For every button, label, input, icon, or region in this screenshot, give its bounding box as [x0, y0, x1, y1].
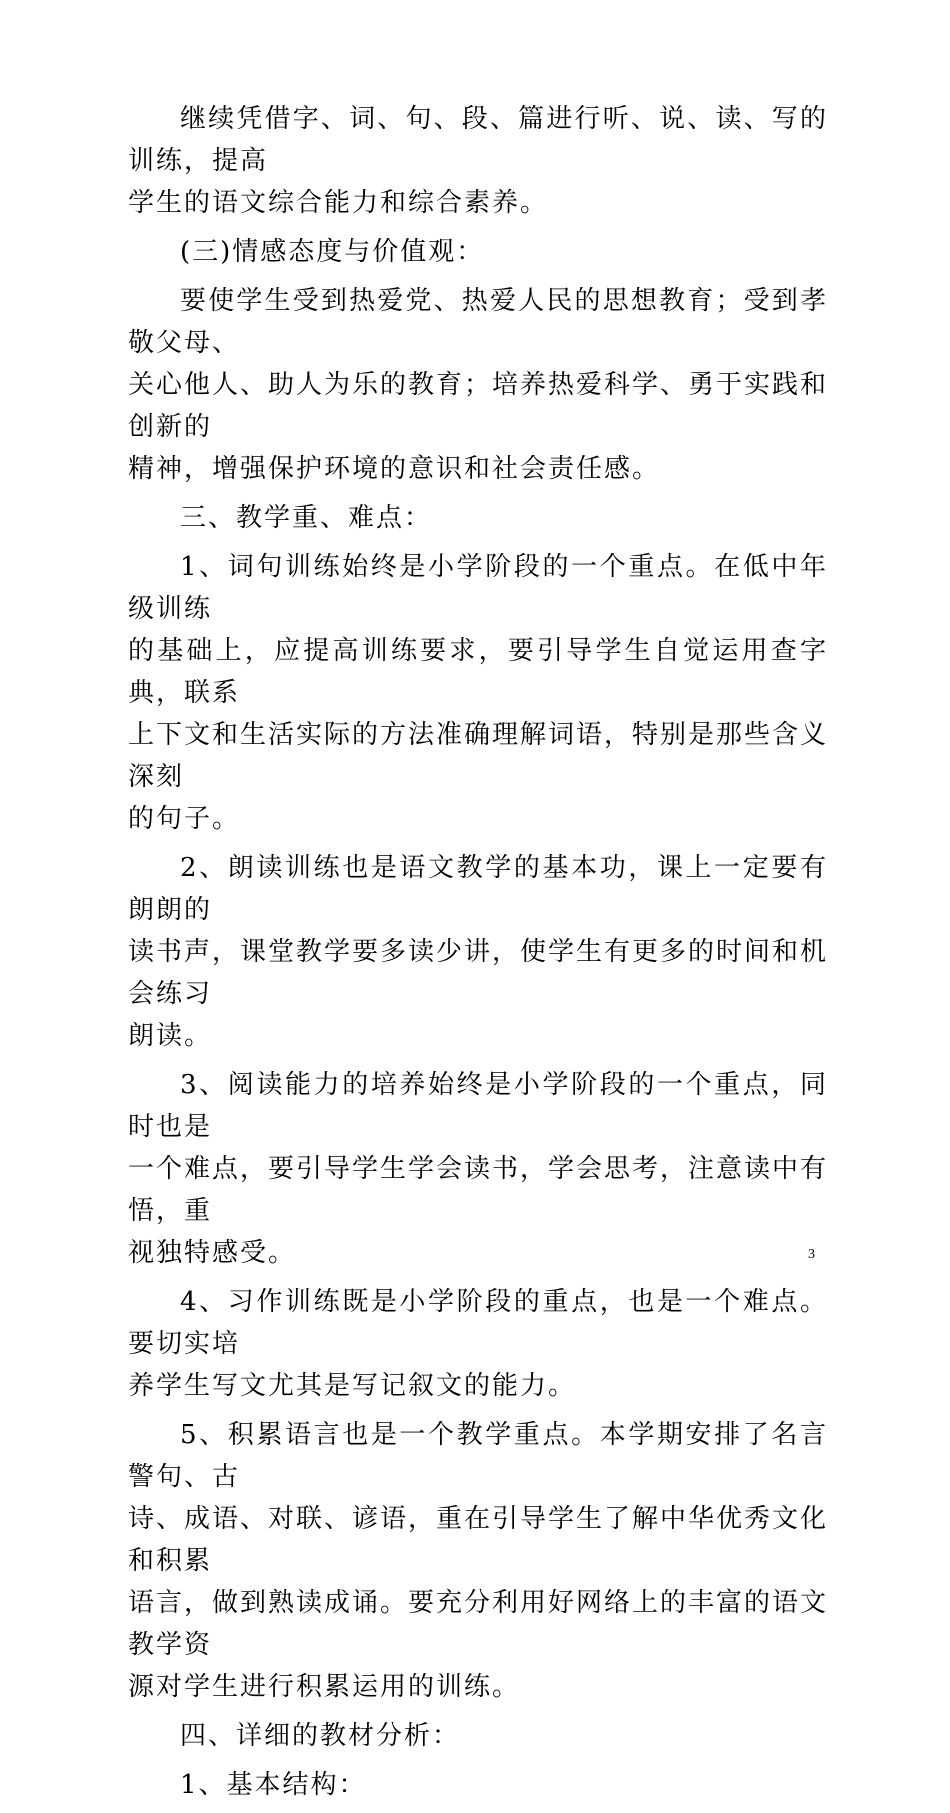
text-line: 5、积累语言也是一个教学重点。本学期安排了名言警句、古: [128, 1420, 828, 1492]
subheading-basic-structure: [128, 1764, 828, 1806]
text-line: 源对学生进行积累运用的训练。: [128, 1672, 521, 1702]
text-line: 1、基本结构：: [180, 1770, 367, 1800]
text-line: 2、朗读训练也是语文教学的基本功，课上一定要有朗朗的: [128, 853, 828, 925]
text-line: 朗读。: [128, 1021, 213, 1051]
section-heading-key-points: [128, 497, 828, 539]
text-line: 上下文和生活实际的方法准确理解词语，特别是那些含义深刻: [128, 720, 829, 792]
text-line: 继续凭借字、词、句、段、篇进行听、说、读、写的训练，提高: [128, 104, 828, 176]
text-line: 学生的语文综合能力和综合素养。: [128, 188, 549, 218]
page-number: 3: [808, 1247, 815, 1262]
paragraph-point-1: [128, 546, 828, 840]
text-line: 4、习作训练既是小学阶段的重点，也是一个难点。要切实培: [128, 1287, 828, 1359]
text-line: 的句子。: [128, 804, 241, 834]
text-line: 要使学生受到热爱党、热爱人民的思想教育；受到孝敬父母、: [128, 286, 828, 358]
text-line: 3、阅读能力的培养始终是小学阶段的一个重点，同时也是: [128, 1070, 828, 1142]
text-line: 读书声，课堂教学要多读少讲，使学生有更多的时间和机会练习: [128, 937, 829, 1009]
text-line: 养学生写文尤其是写记叙文的能力。: [128, 1371, 577, 1401]
paragraph-point-3: [128, 1064, 828, 1274]
text-line: (三)情感态度与价值观：: [180, 237, 485, 267]
text-line: 精神，增强保护环境的意识和社会责任感。: [128, 454, 661, 484]
text-line: 视独特感受。: [128, 1238, 297, 1268]
paragraph-point-2: [128, 847, 828, 1057]
text-line: 三、教学重、难点：: [180, 503, 433, 533]
section-heading-emotion-values: [128, 231, 828, 273]
paragraph-point-5: [128, 1414, 828, 1708]
paragraph-moral-education: [128, 280, 828, 490]
text-line: 1、词句训练始终是小学阶段的一个重点。在低中年级训练: [128, 552, 828, 624]
text-line: 四、详细的教材分析：: [180, 1721, 461, 1751]
paragraph-skills-training: [128, 98, 828, 224]
section-heading-textbook-analysis: [128, 1715, 828, 1757]
text-line: 语言，做到熟读成诵。要充分利用好网络上的丰富的语文教学资: [128, 1588, 829, 1660]
text-line: 诗、成语、对联、谚语，重在引导学生了解中华优秀文化和积累: [128, 1504, 829, 1576]
document-body: [128, 98, 828, 1813]
paragraph-point-4: [128, 1281, 828, 1407]
text-line: 一个难点，要引导学生学会读书，学会思考，注意读中有悟，重: [128, 1154, 829, 1226]
text-line: 关心他人、助人为乐的教育；培养热爱科学、勇于实践和创新的: [128, 370, 829, 442]
text-line: 的基础上，应提高训练要求，要引导学生自觉运用查字典，联系: [128, 636, 828, 708]
